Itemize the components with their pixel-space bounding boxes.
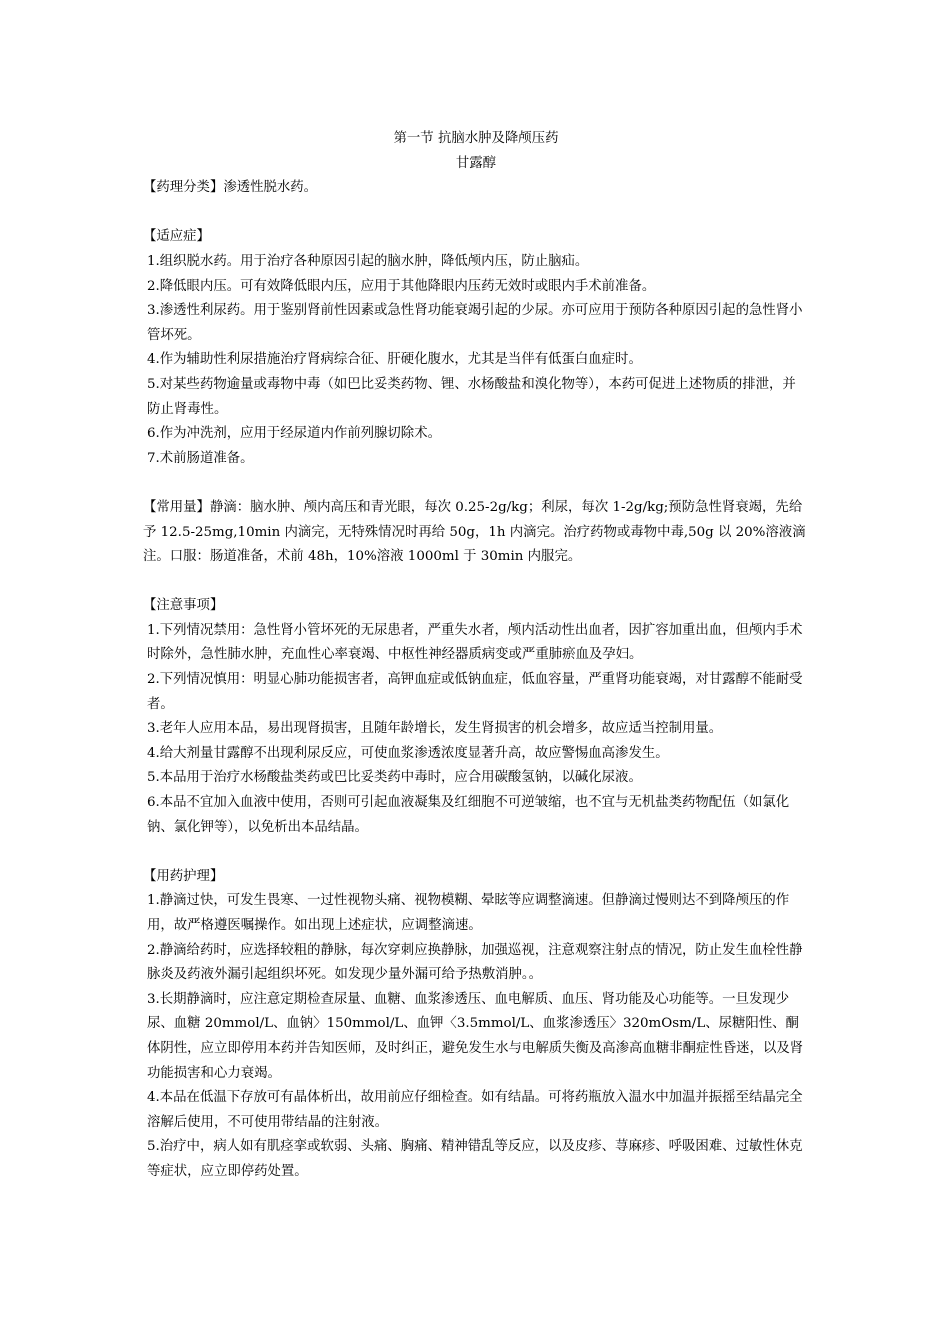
precautions-heading: 【注意事项】 (143, 598, 224, 614)
indication-item: 5.对某些药物逾量或毒物中毒（如巴比妥类药物、锂、水杨酸盐和溴化物等），本药可促进上述物质的排泄，并防止肾毒性。 (147, 376, 796, 417)
precaution-item: 5.本品用于治疗水杨酸盐类药或巴比妥类药中毒时，应合用碳酸氢钠，以碱化尿液。 (147, 770, 642, 786)
indication-item: 2.降低眼内压。可有效降低眼内压，应用于其他降眼内压药无效时或眼内手术前准备。 (147, 278, 656, 294)
precaution-item: 3.老年人应用本品，易出现肾损害，且随年龄增长，发生肾损害的机会增多，故应适当控制用量。 (147, 721, 723, 737)
pharm-class: 【药理分类】渗透性脱水药。 (143, 180, 318, 196)
document-body (143, 127, 809, 1185)
spacer (143, 471, 809, 496)
spacer (143, 570, 809, 595)
drug-name: 甘露醇 (455, 155, 497, 171)
nursing-item: 1.静滴过快，可发生畏寒、一过性视物头痛、视物模糊、晕眩等应调整滴速。但静滴过慢则达不到降颅压的作用，故严格遵医嘱操作。如出现上述症状，应调整滴速。 (147, 893, 790, 933)
indication-item: 7.术前肠道准备。 (147, 450, 254, 466)
precaution-item: 2.下列情况慎用：明显心肺功能损害者，高钾血症或低钠血症，低血容量，严重肾功能衰竭，对甘露醇不能耐受者。 (147, 672, 803, 712)
indication-item: 4.作为辅助性利尿措施治疗肾病综合征、肝硬化腹水，尤其是当伴有低蛋白血症时。 (147, 352, 642, 368)
precaution-item: 6.本品不宜加入血液中使用，否则可引起血液凝集及红细胞不可逆皱缩，也不宜与无机盐类药物配伍（如氯化钠、氯化钾等），以免析出本品结晶。 (147, 795, 790, 835)
indications-heading: 【适应症】 (143, 229, 210, 245)
spacer (143, 201, 809, 226)
indication-item: 6.作为冲洗剂，应用于经尿道内作前列腺切除术。 (147, 426, 441, 442)
nursing-item: 4.本品在低温下存放可有晶体析出，故用前应仔细检查。如有结晶。可将药瓶放入温水中加温并振摇至结晶完全溶解后使用，不可使用带结晶的注射液。 (147, 1090, 803, 1130)
precaution-item: 4.给大剂量甘露醇不出现利尿反应，可使血浆渗透浓度显著升高，故应警惕血高渗发生。 (147, 745, 669, 761)
nursing-item: 2.静滴给药时，应选择较粗的静脉，每次穿刺应换静脉，加强巡视，注意观察注射点的情况，防止发生血栓性静脉炎及药液外漏引起组织坏死。如发现少量外漏可给予热敷消肿。。 (147, 942, 803, 983)
section-title: 第一节 抗脑水肿及降颅压药 (393, 131, 559, 146)
precaution-item: 1.下列情况禁用：急性肾小管坏死的无尿患者，严重失水者，颅内活动性出血者，因扩容加重出血，但颅内手术时除外，急性肺水肿，充血性心率衰竭、中枢性神经器质病变或严重肺瘀血及孕妇。 (147, 622, 803, 663)
indication-item: 3.渗透性利尿药。用于鉴别肾前性因素或急性肾功能衰竭引起的少尿。亦可应用于预防各种原因引起的急性肾小管坏死。 (147, 303, 803, 343)
dosage-paragraph: 【常用量】静滴：脑水肿、颅内高压和青光眼，每次 0.25-2g/kg；利尿，每次 1-2g/kg;预防急性肾衰竭，先给予 12.5-25mg,10min 内滴完，无特殊情况时再给 50g，1h 内滴完。治疗药物或毒物中毒,50g 以 20%溶液滴注。口服：肠道准备，术前 48h，10%溶液 1000ml 于 30min 内服完。 (143, 499, 806, 565)
nursing-item: 3.长期静滴时，应注意定期检查尿量、血糖、血浆渗透压、血电解质、血压、肾功能及心功能等。一旦发现少尿、血糖 20mmol/L、血钠〉150mmol/L、血钾〈3.5mmol/L、血浆渗透压〉320mOsm/L、尿糖阳性、酮体阴性，应立即停用本药并告知医师，及时纠正，避免发生水与电解质失衡及高渗高血糖非酮症性昏迷，以及肾功能损害和心力衰竭。 (147, 991, 804, 1081)
spacer (143, 840, 809, 865)
nursing-heading: 【用药护理】 (143, 868, 224, 884)
indication-item: 1.组织脱水药。用于治疗各种原因引起的脑水肿，降低颅内压，防止脑疝。 (147, 253, 589, 269)
nursing-item: 5.治疗中，病人如有肌痉挛或软弱、头痛、胸痛、精神错乱等反应，以及皮疹、荨麻疹、呼吸困难、过敏性休克等症状，应立即停药处置。 (147, 1139, 803, 1179)
